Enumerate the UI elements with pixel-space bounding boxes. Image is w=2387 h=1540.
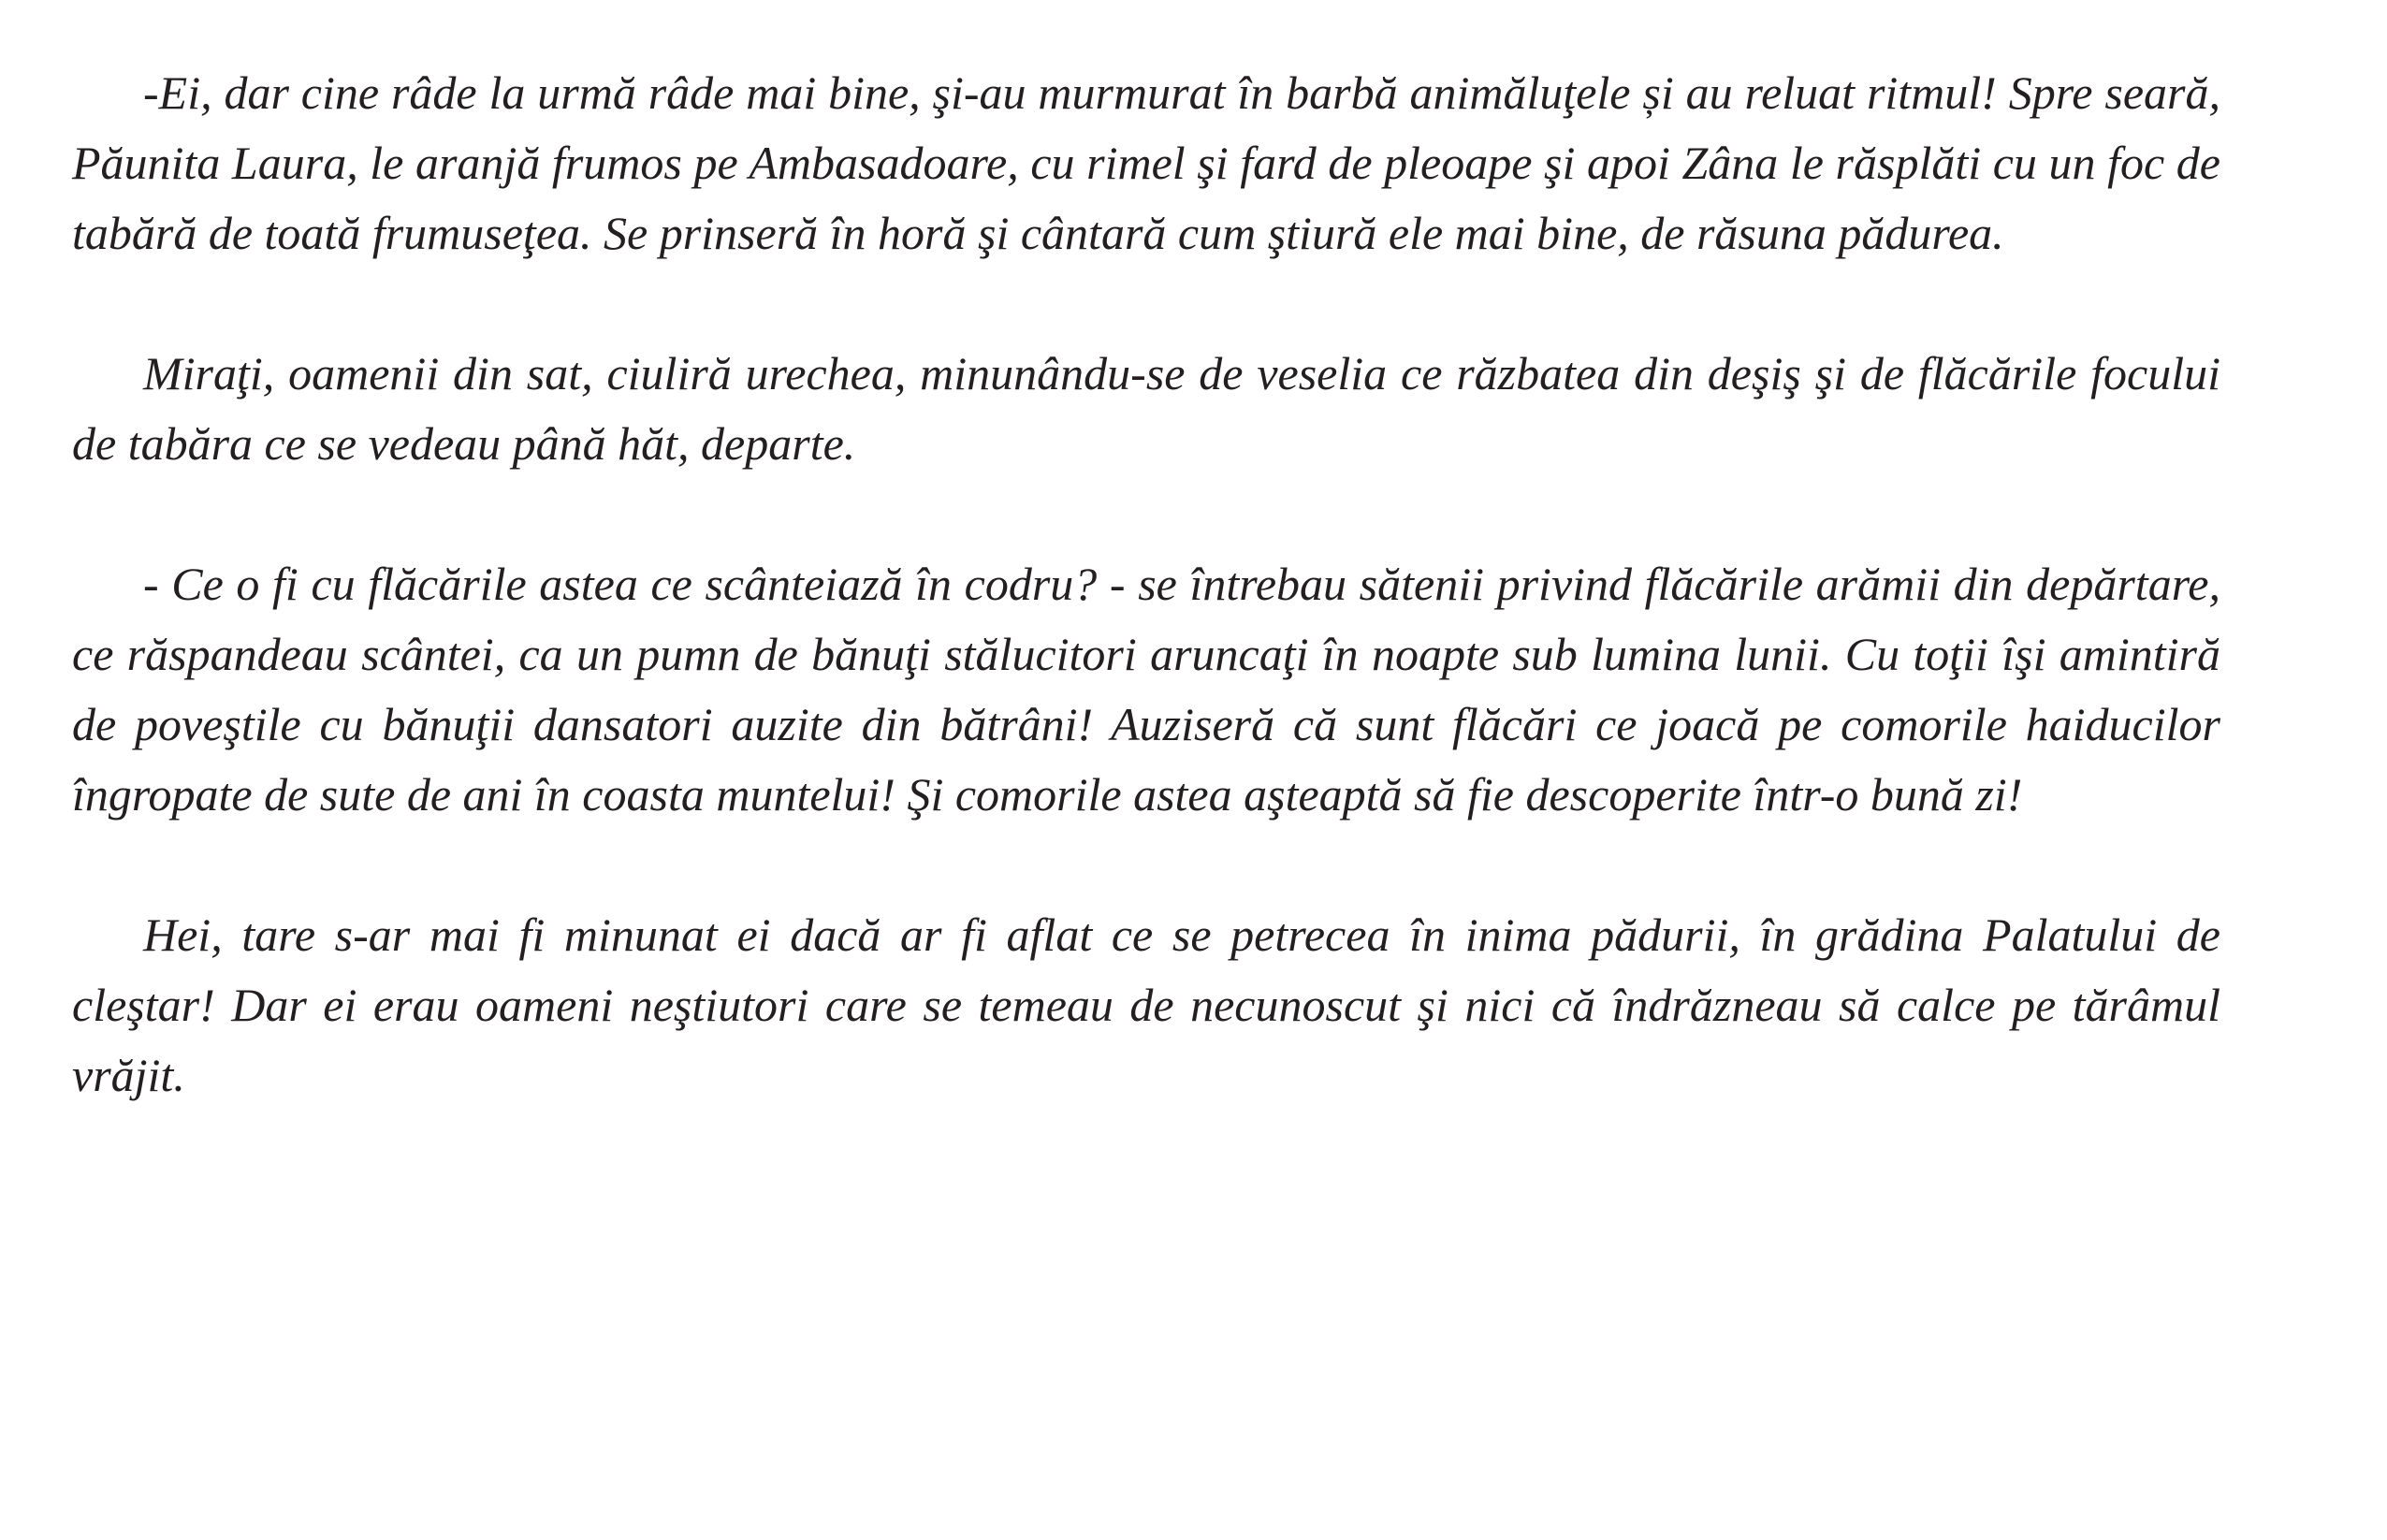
paragraph-4: Hei, tare s-ar mai fi minunat ei dacă ar fi aflat ce se petrecea în inima pădurii, în grădina Palatului de cleştar! Dar ei erau oameni neştiutori care se temeau de necunoscut şi nici că îndrăzneau să calce pe tărâmul vrăjit. (72, 908, 2220, 1101)
paragraph-1: -Ei, dar cine râde la urmă râde mai bine, şi-au murmurat în barbă animăluţele și au reluat ritmul! Spre seară, Păunita Laura, le aranjă frumos pe Ambasadoare, cu rimel şi fard de pleoape şi apoi Zâna le răsplăti cu un foc de tabără de toată frumuseţea. Se prinseră în horă şi cântară cum ştiură ele mai bine, de răsuna pădurea. (72, 66, 2220, 259)
story-text (72, 58, 2220, 1111)
paragraph-2: Miraţi, oamenii din sat, ciuliră urechea, minunându-se de veselia ce răzbatea din deşiş şi de flăcările focului de tabăra ce se vedeau până hăt, departe. (72, 347, 2220, 470)
paragraph-3: - Ce o fi cu flăcările astea ce scânteiază în codru? - se întrebau sătenii privind flăcările arămii din depărtare, ce răspandeau scântei, ca un pumn de bănuţi stălucitori aruncaţi în noapte sub lumina lunii. Cu toţii îşi amintiră de poveştile cu bănuţii dansatori auzite din bătrâni! Auziseră că sunt flăcări ce joacă pe comorile haiducilor îngropate de sute de ani în coasta muntelui! Şi comorile astea aşteaptă să fie descoperite într-o bună zi! (72, 558, 2220, 821)
